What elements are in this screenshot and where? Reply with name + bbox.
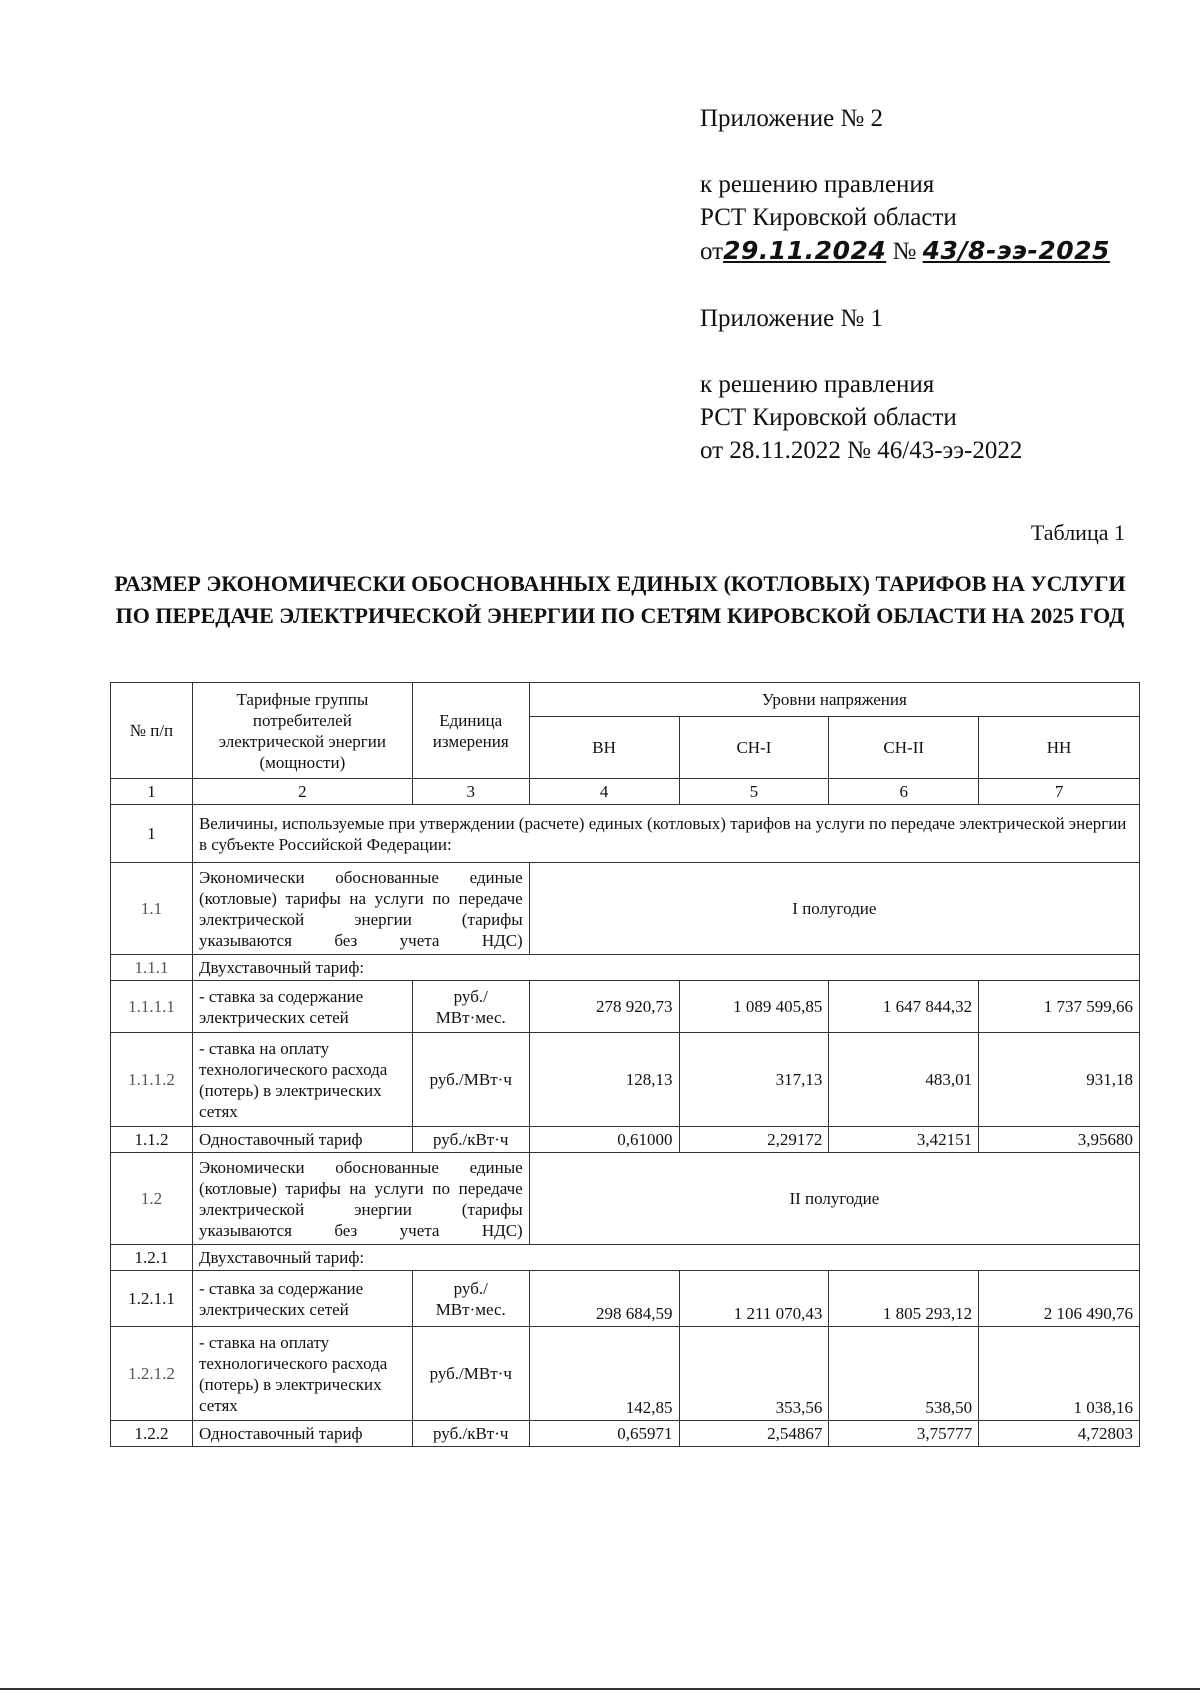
header-nn: НН [979, 717, 1140, 779]
value-sn1: 1 089 405,85 [679, 981, 829, 1033]
value-sn2: 483,01 [829, 1033, 979, 1127]
row-description: - ставка за содержание электрических сетей [192, 1271, 412, 1327]
number-sign: № [892, 238, 917, 265]
row-unit: руб./кВт·ч [412, 1421, 529, 1447]
value-vn: 142,85 [529, 1327, 679, 1421]
table-row [111, 805, 1140, 863]
row-unit: руб./МВт·мес. [412, 981, 529, 1033]
row-num: 1.1.1.2 [111, 1033, 193, 1127]
row-description: Величины, используемые при утверждении (расчете) единых (котловых) тарифов на услуги по передаче электрической энергии в субъекте Российской Федерации: [192, 805, 1139, 863]
to-decision-line: к решению правления [700, 371, 935, 398]
value-sn1: 1 211 070,43 [679, 1271, 829, 1327]
table-row [111, 981, 1140, 1033]
rst-line: РСТ Кировской области [700, 204, 957, 231]
row-unit: руб./МВт·мес. [412, 1271, 529, 1327]
table-row [111, 1153, 1140, 1245]
row-unit: руб./МВт·ч [412, 1327, 529, 1421]
table-row [111, 1033, 1140, 1127]
row-num: 1.1.2 [111, 1127, 193, 1153]
table-header-row [111, 683, 1140, 717]
value-vn: 128,13 [529, 1033, 679, 1127]
col-number: 1 [111, 779, 193, 805]
value-sn2: 1 647 844,32 [829, 981, 979, 1033]
value-sn1: 353,56 [679, 1327, 829, 1421]
table-row [111, 1127, 1140, 1153]
col-number: 5 [679, 779, 829, 805]
table-label: Таблица 1 [1030, 520, 1125, 545]
tariff-table [110, 682, 1140, 1447]
col-number: 3 [412, 779, 529, 805]
row-description: Одноставочный тариф [192, 1127, 412, 1153]
col-number: 2 [192, 779, 412, 805]
appendix-2-block [700, 102, 883, 135]
value-vn: 278 920,73 [529, 981, 679, 1033]
value-vn: 298 684,59 [529, 1271, 679, 1327]
value-nn: 1 737 599,66 [979, 981, 1140, 1033]
row-num: 1.2 [111, 1153, 193, 1245]
appendix-1-block [700, 302, 883, 335]
header-vn: ВН [529, 717, 679, 779]
decision-reference-old [700, 368, 1022, 467]
appendix-1-heading: Приложение № 1 [700, 305, 884, 332]
col-number: 7 [979, 779, 1140, 805]
value-sn2: 3,75777 [829, 1421, 979, 1447]
value-nn: 3,95680 [979, 1127, 1140, 1153]
header-sn1: СН-I [679, 717, 829, 779]
appendix-2-heading: Приложение № 2 [700, 105, 884, 132]
value-vn: 0,61000 [529, 1127, 679, 1153]
handwritten-number: 43/8-ээ-2025 [922, 236, 1110, 265]
document-title: РАЗМЕР ЭКОНОМИЧЕСКИ ОБОСНОВАННЫХ ЕДИНЫХ (КОТЛОВЫХ) ТАРИФОВ НА УСЛУГИ ПО ПЕРЕДАЧЕ ЭЛЕКТРИЧЕСКОЙ ЭНЕРГИИ ПО СЕТЯМ КИРОВСКОЙ ОБЛАСТИ НА 2025 ГОД [114, 571, 1126, 628]
row-unit: руб./кВт·ч [412, 1127, 529, 1153]
table-row [111, 1245, 1140, 1271]
period-label: II полугодие [529, 1153, 1139, 1245]
row-num: 1.1.1 [111, 955, 193, 981]
row-num: 1.2.1.2 [111, 1327, 193, 1421]
header-voltage-levels: Уровни напряжения [529, 683, 1139, 717]
value-sn1: 317,13 [679, 1033, 829, 1127]
row-description: - ставка на оплату технологического расхода (потерь) в электрических сетях [192, 1033, 412, 1127]
row-num: 1 [111, 805, 193, 863]
row-description: Двухставочный тариф: [192, 955, 1139, 981]
bottom-divider [0, 1688, 1200, 1690]
decision-date-line [700, 234, 1110, 268]
value-sn2: 3,42151 [829, 1127, 979, 1153]
from-label: от [700, 238, 724, 265]
row-description: - ставка за содержание электрических сетей [192, 981, 412, 1033]
row-description: Экономически обоснованные единые (котловые) тарифы на услуги по передаче электрической энергии (тарифы указываются без учета НДС) [192, 863, 529, 955]
row-unit: руб./МВт·ч [412, 1033, 529, 1127]
value-nn: 931,18 [979, 1033, 1140, 1127]
header-sn2: СН-II [829, 717, 979, 779]
column-number-row [111, 779, 1140, 805]
value-sn2: 1 805 293,12 [829, 1271, 979, 1327]
handwritten-date: 29.11.2024 [723, 236, 887, 265]
to-decision-line: к решению правления [700, 171, 935, 198]
value-sn1: 2,29172 [679, 1127, 829, 1153]
table-row [111, 1327, 1140, 1421]
header-num: № п/п [111, 683, 193, 779]
header-unit: Единица измерения [412, 683, 529, 779]
col-number: 6 [829, 779, 979, 805]
row-description: Одноставочный тариф [192, 1421, 412, 1447]
value-sn2: 538,50 [829, 1327, 979, 1421]
rst-line: РСТ Кировской области [700, 404, 957, 431]
col-number: 4 [529, 779, 679, 805]
row-num: 1.1.1.1 [111, 981, 193, 1033]
decision-date-line: от 28.11.2022 № 46/43-ээ-2022 [700, 437, 1023, 464]
row-num: 1.1 [111, 863, 193, 955]
decision-reference-new [700, 168, 1110, 268]
row-num: 1.2.1 [111, 1245, 193, 1271]
table-row [111, 863, 1140, 955]
value-nn: 4,72803 [979, 1421, 1140, 1447]
value-sn1: 2,54867 [679, 1421, 829, 1447]
row-num: 1.2.2 [111, 1421, 193, 1447]
row-description: - ставка на оплату технологического расхода (потерь) в электрических сетях [192, 1327, 412, 1421]
row-num: 1.2.1.1 [111, 1271, 193, 1327]
period-label: I полугодие [529, 863, 1139, 955]
header-group: Тарифные группы потребителей электрической энергии (мощности) [192, 683, 412, 779]
value-nn: 1 038,16 [979, 1327, 1140, 1421]
value-nn: 2 106 490,76 [979, 1271, 1140, 1327]
table-row [111, 1421, 1140, 1447]
table-row [111, 1271, 1140, 1327]
value-vn: 0,65971 [529, 1421, 679, 1447]
row-description: Экономически обоснованные единые (котловые) тарифы на услуги по передаче электрической энергии (тарифы указываются без учета НДС) [192, 1153, 529, 1245]
row-description: Двухставочный тариф: [192, 1245, 1139, 1271]
table-row [111, 955, 1140, 981]
